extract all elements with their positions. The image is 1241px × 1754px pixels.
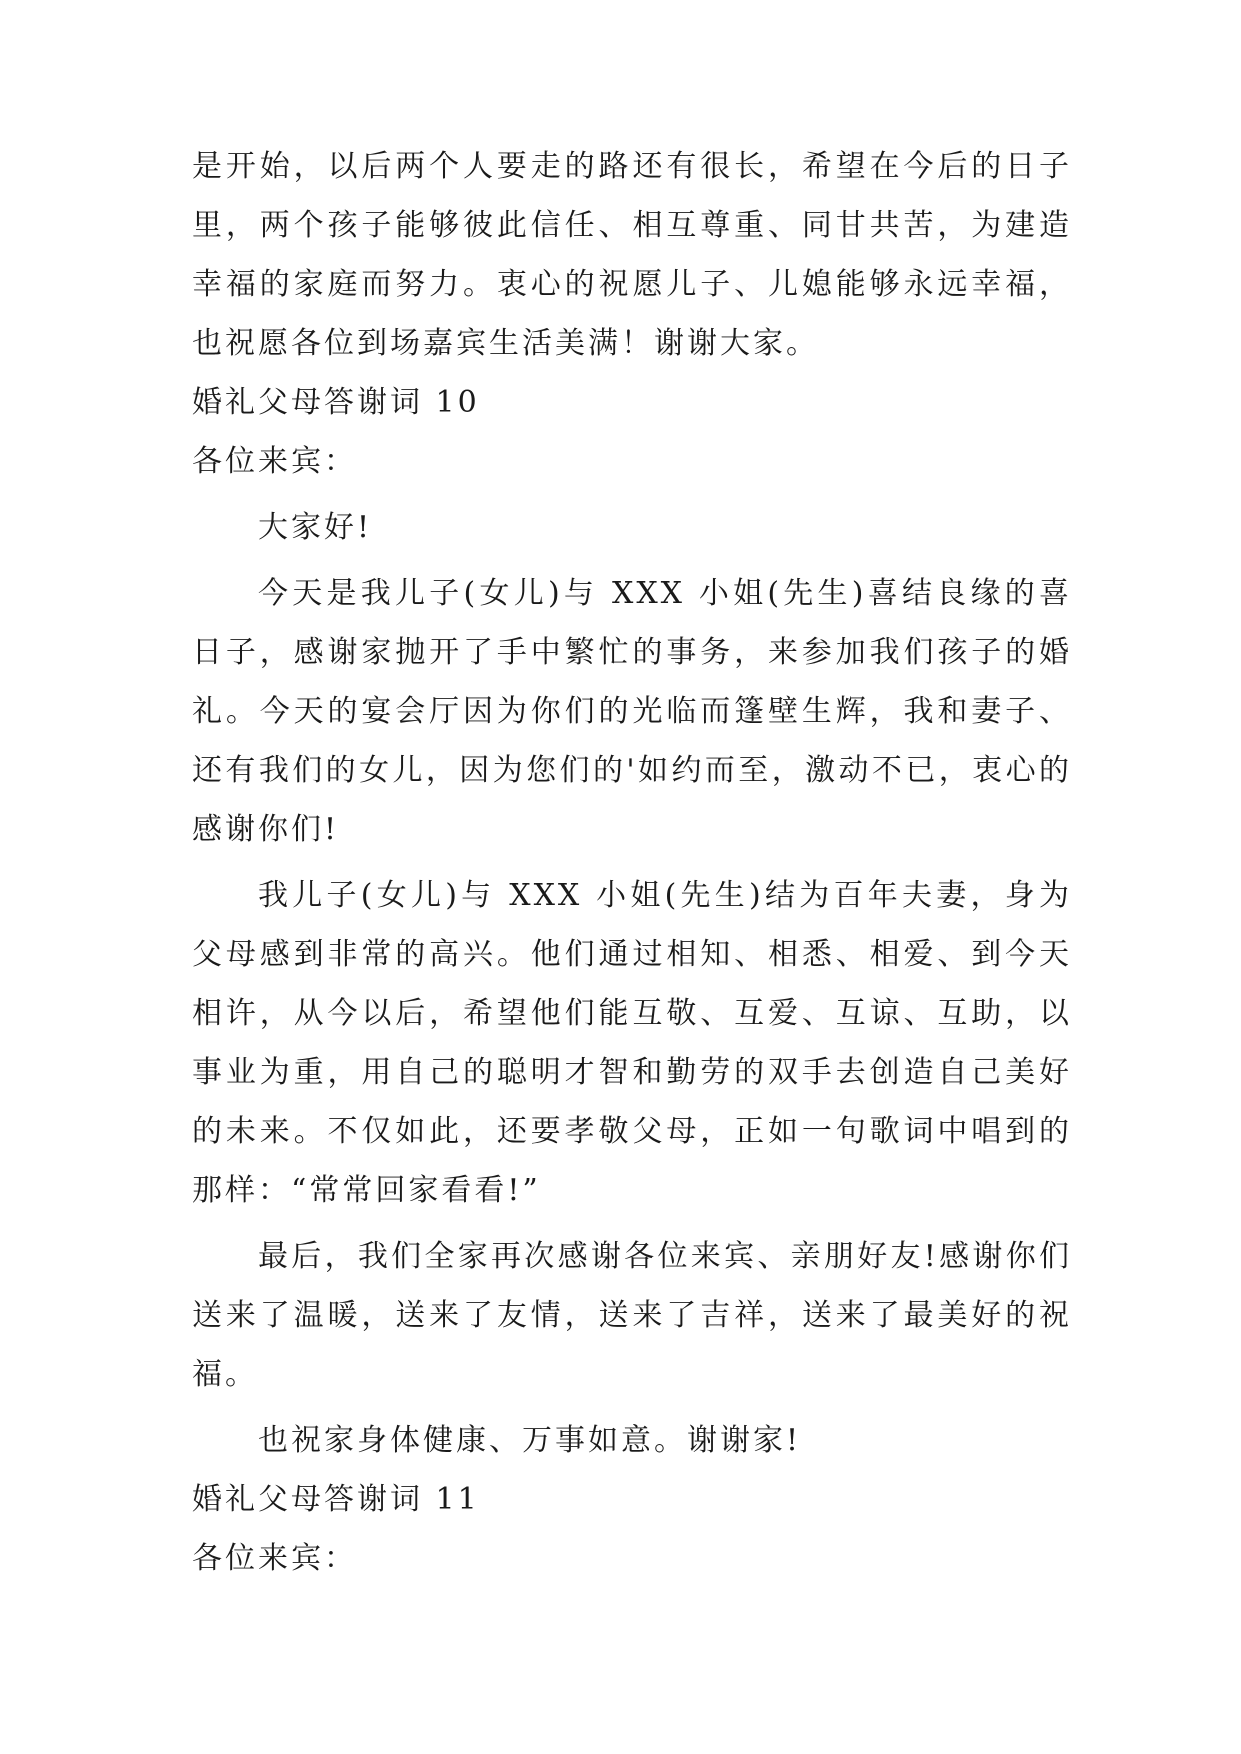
section-10-paragraph-1: 今天是我儿子(女儿)与 XXX 小姐(先生)喜结良缘的喜日子，感谢家抛开了手中繁忙的事务，来参加我们孩子的婚礼。今天的宴会厅因为你们的光临而篷壁生辉，我和妻子、还有我们的女儿，因为您们的'如约而至，激动不已，衷心的感谢你们! bbox=[192, 576, 1072, 847]
section-10-paragraph-3: 最后，我们全家再次感谢各位来宾、亲朋好友!感谢你们送来了温暖，送来了友情，送来了吉祥，送来了最美好的祝福。 bbox=[192, 1239, 1072, 1392]
section-10-title: 婚礼父母答谢词 10 bbox=[192, 385, 480, 420]
section-10-greeting: 大家好! bbox=[258, 510, 373, 545]
continuation-paragraph: 是开始，以后两个人要走的路还有很长，希望在今后的日子里，两个孩子能够彼此信任、相互尊重、同甘共苦，为建造幸福的家庭而努力。衷心的祝愿儿子、儿媳能够永远幸福，也祝愿各位到场嘉宾生活美满！谢谢大家。 bbox=[192, 149, 1072, 361]
section-10-salutation: 各位来宾： bbox=[192, 444, 357, 479]
section-10-paragraph-4: 也祝家身体健康、万事如意。谢谢家! bbox=[258, 1423, 802, 1458]
section-11-salutation: 各位来宾： bbox=[192, 1541, 357, 1576]
document-body bbox=[192, 137, 1072, 1588]
section-11-title: 婚礼父母答谢词 11 bbox=[192, 1482, 480, 1517]
section-10-paragraph-2: 我儿子(女儿)与 XXX 小姐(先生)结为百年夫妻，身为父母感到非常的高兴。他们通过相知、相悉、相爱、到今天相许，从今以后，希望他们能互敬、互爱、互谅、互助，以事业为重，用自己的聪明才智和勤劳的双手去创造自己美好的未来。不仅如此，还要孝敬父母，正如一句歌词中唱到的那样：“常常回家看看!” bbox=[192, 878, 1072, 1208]
